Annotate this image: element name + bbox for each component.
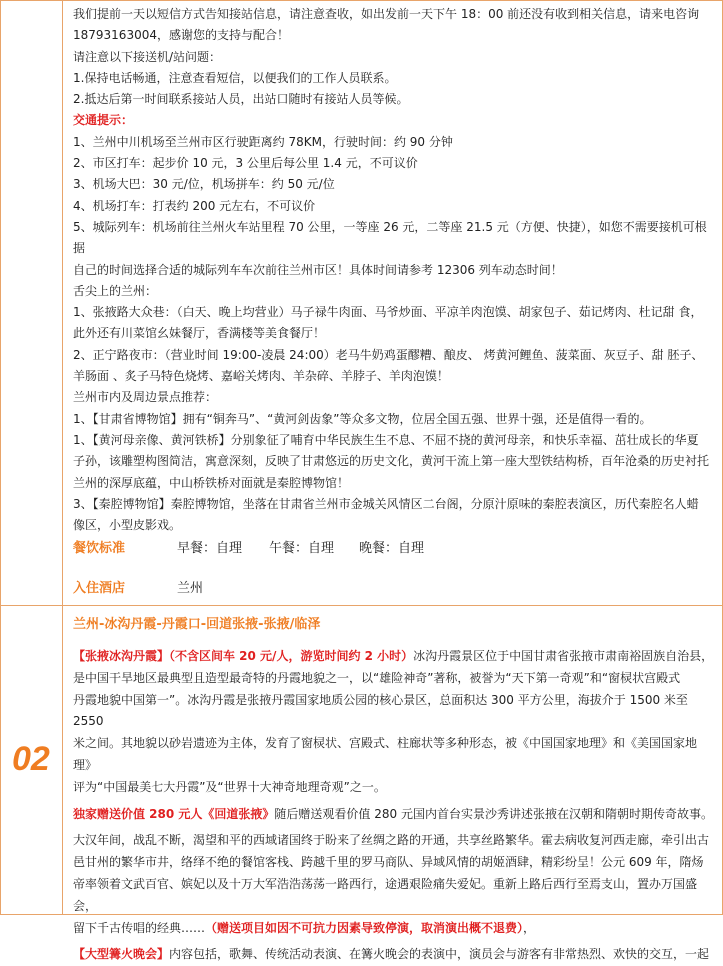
notice-line: 1.保持电话畅通，注意查看短信，以便我们的工作人员联系。: [73, 70, 397, 85]
traffic-item: 3、机场大巴：30 元/位，机场拼车：约 50 元/位: [73, 177, 335, 192]
notice-line: 我们提前一天以短信方式告知接站信息，请注意查收，如出发前一天下午 18：00 前还没有收到相关信息，请来电咨询: [73, 7, 700, 21]
day2-details: [73, 646, 715, 966]
traffic-item: 4、机场打车：打表约 200 元左右，不可议价: [73, 198, 316, 213]
gift-show-paragraph: 独家赠送价值 280 元人《回道张掖》随后赠送观看价值 280 元国内首台实景沙秀讲述张掖在汉朝和隋朝时期传奇故事。: [73, 806, 713, 821]
food-item: 此外还有川菜馆幺妹餐厅，香满楼等美食餐厅！: [73, 326, 326, 341]
food-item: 羊肠面 、炙子马特色烧烤、嘉峪关烤肉、羊杂碎、羊脖子、羊肉泡馍！: [73, 369, 449, 384]
refund-note: （赠送项目如因不可抗力因素导致停演，取消演出概不退费）: [205, 920, 524, 935]
column-divider: [62, 0, 63, 915]
notice-line: 2.抵达后第一时间联系接站人员，出站口随时有接站人员等候。: [73, 92, 409, 107]
attraction-item: 1、【甘肃省博物馆】拥有“铜奔马”、“黄河剑齿象”等众多文物，位居全国五强、世界十强，还是值得一看的。: [73, 411, 652, 426]
notice-phone: 18793163004，感谢您的支持与配合！: [73, 28, 289, 43]
traffic-heading: 交通提示：: [73, 113, 134, 128]
attraction-item: 兰州的深厚底蕴，中山桥铁桥对面就是秦腔博物馆！: [73, 475, 350, 490]
dinner: 晚餐：自理: [359, 541, 425, 556]
traffic-item: 5、城际列车：机场前往兰州火车站里程 70 公里，一等座 26 元，二等座 21.5 元（方便、快捷），如您不需要接机可根据: [73, 219, 707, 256]
food-item: 1、张掖路大众巷：（白天、晚上均营业）马子禄牛肉面、马爷炒面、平凉羊肉泡馍、胡家包子、茹记烤肉、杜记甜 食，: [73, 305, 703, 320]
breakfast: 早餐：自理: [177, 541, 243, 556]
attraction-item: 子孙，该雕塑构图简洁，寓意深刻，反映了甘肃悠远的历史文化，黄河干流上第一座大型铁结构桥，百年沧桑的历史衬托: [73, 454, 710, 469]
row-divider: [0, 605, 723, 606]
food-item: 2、正宁路夜市：（营业时间 19:00-凌晨 24:00）老马牛奶鸡蛋醪糟、酿皮、 烤黄河鲤鱼、菠菜面、灰豆子、甜 胚子、: [73, 347, 704, 362]
lunch: 午餐：自理: [269, 541, 335, 556]
show-story-paragraph: 大汉年间，战乱不断，渴望和平的西域诸国终于盼来了丝绸之路的开通，共享丝路繁华。霍去病收复河西走廊，牵引出古 邑甘州的繁华市井，络绎不绝的餐馆客栈、跨越千里的罗马商队、异域风情的胡姬酒肆，精彩纷呈！公元 609 年，隋炀 帝率领着文武百官、嫔妃以及十万大军浩浩荡荡一路西行，途遇艰险痛失爱妃。重新上路后西行至焉支山，置办万国盛会， 留下千古传唱的经典……（赠送项目如因不可抗力因素导致停演，取消演出概不退费），: [73, 833, 710, 935]
day-title: 兰州-冰沟丹霞-丹霞口-回道张掖-张掖/临泽: [73, 617, 321, 632]
day-number: 02: [12, 740, 50, 778]
attraction-item: 1、【黄河母亲像、黄河铁桥】分别象征了哺育中华民族生生不息、不屈不挠的黄河母亲，和快乐幸福、茁壮成长的华夏: [73, 432, 699, 447]
traffic-item: 1、兰州中川机场至兰州市区行驶距离约 78KM，行驶时间：约 90 分钟: [73, 134, 453, 149]
meal-label: 餐饮标准: [73, 541, 126, 556]
attraction-item: 3、【秦腔博物馆】秦腔博物馆，坐落在甘肃省兰州市金城关风情区二台阁，分原汁原味的秦腔表演区，历代秦腔名人蜡: [73, 496, 699, 511]
notice-line: 请注意以下接送机/站问题：: [73, 49, 222, 64]
food-heading: 舌尖上的兰州：: [73, 283, 158, 298]
hotel-label: 入住酒店: [73, 581, 126, 596]
traffic-item: 2、市区打车：起步价 10 元，3 公里后每公里 1.4 元，不可议价: [73, 156, 418, 171]
bonfire-title: 【大型篝火晚会】: [73, 947, 170, 962]
bingou-danxia-paragraph: 【张掖冰沟丹霞】（不含区间车 20 元/人，游览时间约 2 小时）冰沟丹霞景区位于中国甘肃省张掖市肃南裕固族自治县， 是中国干旱地区最典型且造型最奇特的丹霞地貌之一，以“雄险神奇”著称，被誉为“天下第一奇观”和“窗棂状宫殿式 丹霞地貌中国第一”。冰沟丹霞是张掖丹霞国家地质公园的核心景区，总面积达 300 平方公里，海拔介于 1500 米至 2550 米之间。其地貌以砂岩遗迹为主体，发育了窗棂状、宫殿式、柱廊状等多种形态，被《中国国家地理》和《美国国家地理》 评为“中国最美七大丹霞”及“世界十大神奇地理奇观”之一。: [73, 649, 714, 794]
attraction-item: 像区，小型皮影戏。: [73, 518, 182, 533]
hotel-row: [73, 577, 713, 599]
traffic-item: 自己的时间选择合适的城际列车车次前往兰州市区！具体时间请参考 12306 列车动态时间！: [73, 262, 563, 277]
bonfire-paragraph: 【大型篝火晚会】内容包括，歌舞、传统活动表演、在篝火晚会的表演中，演员会与游客有非常热烈、欢快的交互，一起: [73, 947, 710, 962]
meal-standard-row: [73, 537, 713, 559]
hotel-value: 兰州: [177, 581, 204, 596]
gift-title: 独家赠送价值 280 元人《回道张掖》: [73, 806, 275, 821]
day1-details: [73, 4, 715, 536]
bingou-title: 【张掖冰沟丹霞】（不含区间车 20 元/人，游览时间约 2 小时）: [73, 649, 414, 663]
attractions-heading: 兰州市内及周边景点推荐：: [73, 390, 218, 405]
